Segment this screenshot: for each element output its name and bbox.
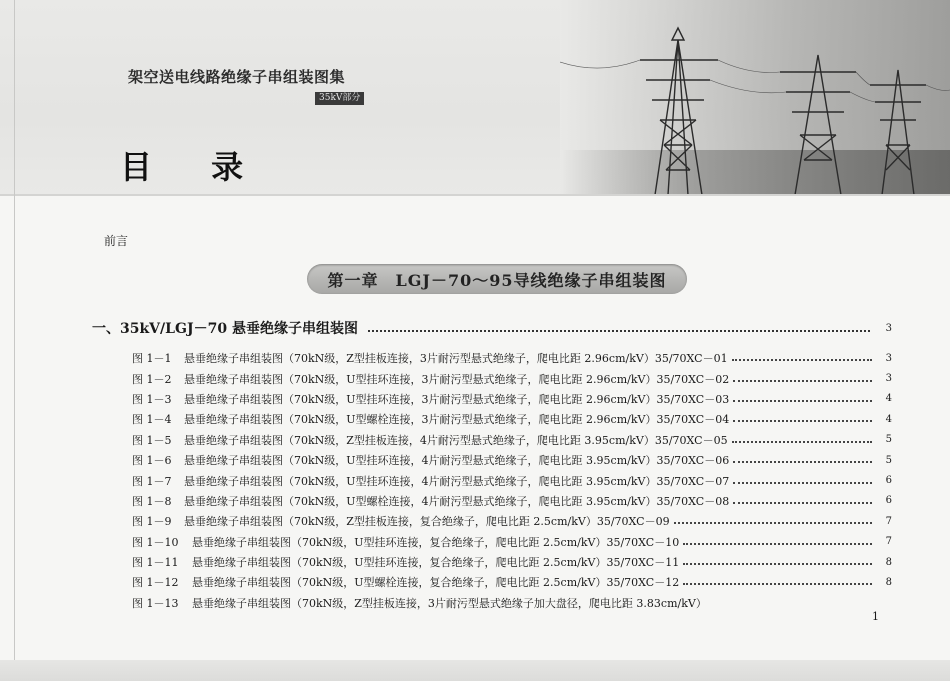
chapter-banner xyxy=(307,264,687,294)
figure-number: 图 1－3 xyxy=(132,392,172,406)
toc-entry[interactable] xyxy=(132,572,892,592)
figure-title: 悬垂绝缘子串组装图（70kN级，U型挂环连接，复合绝缘子，爬电比距 2.5cm/kV）35/70XC－11 xyxy=(192,556,680,570)
dot-leader xyxy=(732,441,872,443)
figure-title: 悬垂绝缘子串组装图（70kN级，Z型挂板连接，4片耐污型悬式绝缘子，爬电比距 3.95cm/kV）35/70XC－05 xyxy=(184,433,728,447)
figure-number: 图 1－4 xyxy=(132,413,172,427)
toc-entry[interactable] xyxy=(132,593,892,613)
toc-entry[interactable] xyxy=(132,552,892,572)
figure-number: 图 1－8 xyxy=(132,494,172,508)
entry-page-number: 7 xyxy=(885,536,892,548)
section-title: 一、35kV/LGJ－70 悬垂绝缘子串组装图 xyxy=(92,321,358,337)
figure-title: 悬垂绝缘子串组装图（70kN级，U型挂环连接，4片耐污型悬式绝缘子，爬电比距 3.95cm/kV）35/70XC－07 xyxy=(184,474,730,488)
section-page-number: 3 xyxy=(885,322,892,334)
dot-leader xyxy=(683,543,872,545)
figure-number: 图 1－5 xyxy=(132,433,172,447)
dot-leader xyxy=(733,461,872,463)
toc-entry[interactable] xyxy=(132,430,892,450)
toc-entry[interactable] xyxy=(132,409,892,429)
toc-entry[interactable] xyxy=(132,511,892,531)
dot-leader xyxy=(683,583,872,585)
figure-title: 悬垂绝缘子串组装图（70kN级，U型螺栓连接，3片耐污型悬式绝缘子，爬电比距 2.96cm/kV）35/70XC－04 xyxy=(184,413,730,427)
figure-number: 图 1－13 xyxy=(132,596,179,610)
figure-number: 图 1－10 xyxy=(132,535,179,549)
transmission-tower-icon xyxy=(560,0,950,195)
toc-list xyxy=(132,348,892,613)
chapter-title: 第一章 LGJ－70～95导线绝缘子串组装图 xyxy=(327,270,667,290)
dot-leader xyxy=(683,563,872,565)
entry-page-number: 5 xyxy=(885,454,892,466)
entry-page-number: 4 xyxy=(885,413,892,425)
toc-section-heading[interactable] xyxy=(92,318,892,338)
figure-number: 图 1－1 xyxy=(132,352,172,366)
series-title: 架空送电线路绝缘子串组装图集 xyxy=(128,68,346,86)
page-edge-rule xyxy=(14,0,15,681)
figure-title: 悬垂绝缘子串组装图（70kN级，U型挂环连接，3片耐污型悬式绝缘子，爬电比距 2.96cm/kV）35/70XC－02 xyxy=(184,372,730,386)
figure-number: 图 1－6 xyxy=(132,454,172,468)
figure-number: 图 1－9 xyxy=(132,515,172,529)
figure-title: 悬垂绝缘子串组装图（70kN级，U型挂环连接，3片耐污型悬式绝缘子，爬电比距 2.96cm/kV）35/70XC－03 xyxy=(184,392,730,406)
page-title: 目 录 xyxy=(120,148,268,186)
dot-leader xyxy=(674,522,872,524)
entry-page-number: 5 xyxy=(885,434,892,446)
page-number: 1 xyxy=(872,610,879,623)
entry-page-number: 3 xyxy=(885,352,892,364)
dot-leader xyxy=(733,502,872,504)
dot-leader xyxy=(733,400,872,402)
dot-leader xyxy=(733,420,872,422)
entry-page-number: 6 xyxy=(885,475,892,487)
entry-page-number: 7 xyxy=(885,515,892,527)
toc-entry[interactable] xyxy=(132,389,892,409)
header-divider xyxy=(0,194,950,196)
figure-number: 图 1－12 xyxy=(132,576,179,590)
figure-title: 悬垂绝缘子串组装图（70kN级，Z型挂板连接，3片耐污型悬式绝缘子，爬电比距 2.96cm/kV）35/70XC－01 xyxy=(184,352,728,366)
figure-number: 图 1－11 xyxy=(132,556,179,570)
figure-title: 悬垂绝缘子串组装图（70kN级，U型挂环连接，复合绝缘子，爬电比距 2.5cm/kV）35/70XC－10 xyxy=(192,535,680,549)
entry-page-number: 3 xyxy=(885,373,892,385)
figure-title: 悬垂绝缘子串组装图（70kN级，Z型挂板连接，3片耐污型悬式绝缘子加大盘径，爬电比距 3.83cm/kV） xyxy=(192,596,707,610)
figure-title: 悬垂绝缘子串组装图（70kN级，U型螺栓连接，4片耐污型悬式绝缘子，爬电比距 3.95cm/kV）35/70XC－08 xyxy=(184,494,730,508)
toc-entry[interactable] xyxy=(132,368,892,388)
figure-number: 图 1－2 xyxy=(132,372,172,386)
entry-page-number: 6 xyxy=(885,495,892,507)
figure-title: 悬垂绝缘子串组装图（70kN级，Z型挂板连接，复合绝缘子，爬电比距 2.5cm/kV）35/70XC－09 xyxy=(184,515,670,529)
toc-preface-link[interactable]: 前言 xyxy=(104,234,129,248)
entry-page-number: 4 xyxy=(885,393,892,405)
entry-page-number: 8 xyxy=(885,556,892,568)
dot-leader xyxy=(368,330,870,332)
dot-leader xyxy=(733,380,872,382)
figure-title: 悬垂绝缘子串组装图（70kN级，U型螺栓连接，复合绝缘子，爬电比距 2.5cm/kV）35/70XC－12 xyxy=(192,576,680,590)
figure-number: 图 1－7 xyxy=(132,474,172,488)
entry-page-number: 8 xyxy=(885,576,892,588)
dot-leader xyxy=(733,482,872,484)
toc-entry[interactable] xyxy=(132,450,892,470)
page-bottom-edge xyxy=(0,660,950,681)
toc-entry[interactable] xyxy=(132,491,892,511)
series-badge: 35kV部分 xyxy=(315,92,364,105)
figure-title: 悬垂绝缘子串组装图（70kN级，U型挂环连接，4片耐污型悬式绝缘子，爬电比距 3.95cm/kV）35/70XC－06 xyxy=(184,454,730,468)
dot-leader xyxy=(732,359,872,361)
toc-entry[interactable] xyxy=(132,532,892,552)
toc-entry[interactable] xyxy=(132,348,892,368)
toc-entry[interactable] xyxy=(132,470,892,490)
